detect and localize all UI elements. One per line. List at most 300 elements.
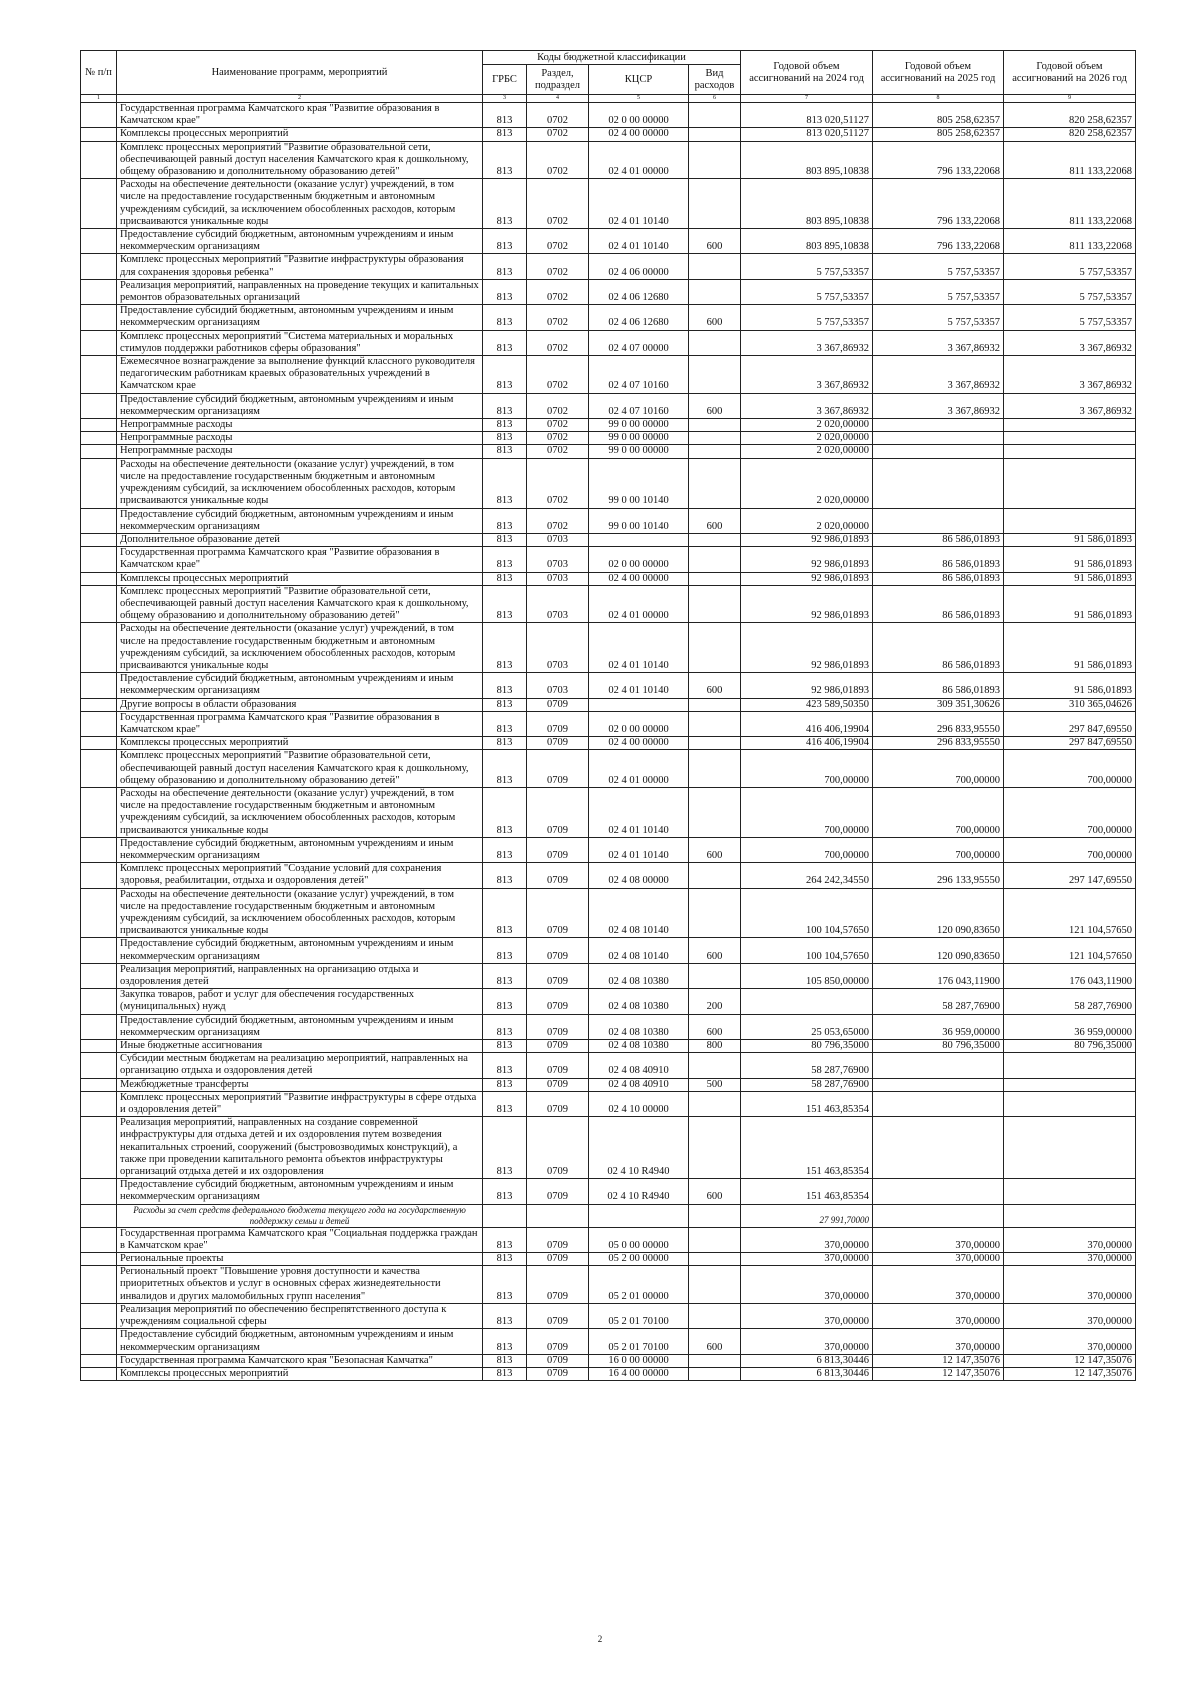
row-grbs: 813 bbox=[483, 533, 527, 546]
table-row bbox=[81, 393, 1136, 418]
row-y2026: 91 586,01893 bbox=[1004, 572, 1136, 585]
row-kcsr: 02 0 00 00000 bbox=[589, 103, 689, 128]
row-kcsr: 02 4 01 10140 bbox=[589, 623, 689, 673]
row-y2024: 700,00000 bbox=[741, 787, 873, 837]
row-grbs: 813 bbox=[483, 1253, 527, 1266]
row-name: Расходы на обеспечение деятельности (оказание услуг) учреждений, в том числе на предоставление государственным бюджетным и автономным учреждениям субсидий, за исключением обособленных расходов, которым присваиваются уникальные коды bbox=[117, 458, 483, 508]
row-y2025 bbox=[873, 419, 1004, 432]
row-vid bbox=[689, 863, 741, 888]
row-name: Закупка товаров, работ и услуг для обеспечения государственных (муниципальных) нужд bbox=[117, 989, 483, 1014]
row-y2024: 803 895,10838 bbox=[741, 229, 873, 254]
row-kcsr: 99 0 00 00000 bbox=[589, 445, 689, 458]
row-name: Межбюджетные трансферты bbox=[117, 1078, 483, 1091]
row-vid bbox=[689, 585, 741, 623]
row-kcsr: 02 4 01 00000 bbox=[589, 141, 689, 179]
row-razdel: 0702 bbox=[527, 393, 589, 418]
row-y2025: 3 367,86932 bbox=[873, 393, 1004, 418]
row-name: Субсидии местным бюджетам на реализацию мероприятий, направленных на организацию отдыха и оздоровления детей bbox=[117, 1053, 483, 1078]
row-name: Комплексы процессных мероприятий bbox=[117, 128, 483, 141]
row-vid bbox=[689, 1204, 741, 1227]
row-y2026: 12 147,35076 bbox=[1004, 1354, 1136, 1367]
row-y2024: 813 020,51127 bbox=[741, 103, 873, 128]
row-y2026: 811 133,22068 bbox=[1004, 229, 1136, 254]
row-razdel: 0709 bbox=[527, 737, 589, 750]
row-y2024: 3 367,86932 bbox=[741, 356, 873, 394]
row-grbs: 813 bbox=[483, 585, 527, 623]
row-y2024: 5 757,53357 bbox=[741, 254, 873, 279]
row-kcsr: 02 4 07 10160 bbox=[589, 393, 689, 418]
table-row bbox=[81, 711, 1136, 736]
table-header bbox=[81, 51, 1136, 103]
row-y2025: 805 258,62357 bbox=[873, 103, 1004, 128]
row-name: Расходы за счет средств федерального бюджета текущего года на государственную поддержку семьи и детей bbox=[117, 1204, 483, 1227]
row-y2024: 423 589,50350 bbox=[741, 698, 873, 711]
row-kcsr: 02 4 00 00000 bbox=[589, 128, 689, 141]
row-y2026 bbox=[1004, 445, 1136, 458]
table-row bbox=[81, 963, 1136, 988]
row-name: Предоставление субсидий бюджетным, автономным учреждениям и иным некоммерческим организациям bbox=[117, 229, 483, 254]
row-y2026 bbox=[1004, 508, 1136, 533]
row-vid: 600 bbox=[689, 938, 741, 963]
row-vid bbox=[689, 330, 741, 355]
row-razdel: 0709 bbox=[527, 1367, 589, 1380]
row-number bbox=[81, 305, 117, 330]
row-razdel: 0709 bbox=[527, 1117, 589, 1179]
table-row bbox=[81, 305, 1136, 330]
row-vid bbox=[689, 432, 741, 445]
row-number bbox=[81, 787, 117, 837]
row-y2026: 370,00000 bbox=[1004, 1303, 1136, 1328]
row-vid bbox=[689, 103, 741, 128]
row-number bbox=[81, 356, 117, 394]
row-y2025 bbox=[873, 1053, 1004, 1078]
row-y2024: 58 287,76900 bbox=[741, 1078, 873, 1091]
row-y2025: 370,00000 bbox=[873, 1253, 1004, 1266]
row-vid: 600 bbox=[689, 1329, 741, 1354]
row-y2025: 370,00000 bbox=[873, 1329, 1004, 1354]
row-y2026: 12 147,35076 bbox=[1004, 1367, 1136, 1380]
row-grbs: 813 bbox=[483, 419, 527, 432]
row-y2024: 264 242,34550 bbox=[741, 863, 873, 888]
row-name: Комплекс процессных мероприятий "Развитие инфраструктуры образования для сохранения здоровья ребенка" bbox=[117, 254, 483, 279]
row-vid: 600 bbox=[689, 393, 741, 418]
row-vid: 600 bbox=[689, 305, 741, 330]
row-number bbox=[81, 1354, 117, 1367]
row-vid bbox=[689, 1266, 741, 1304]
row-y2024: 813 020,51127 bbox=[741, 128, 873, 141]
row-razdel: 0709 bbox=[527, 1227, 589, 1252]
row-vid bbox=[689, 356, 741, 394]
row-y2025 bbox=[873, 1117, 1004, 1179]
header-colnum-7: 7 bbox=[741, 95, 873, 103]
row-name: Ежемесячное вознаграждение за выполнение функций классного руководителя педагогическим работникам краевых образовательных учреждений в Камчатском крае bbox=[117, 356, 483, 394]
row-grbs: 813 bbox=[483, 673, 527, 698]
row-vid bbox=[689, 623, 741, 673]
row-razdel bbox=[527, 1204, 589, 1227]
row-razdel: 0702 bbox=[527, 305, 589, 330]
row-grbs: 813 bbox=[483, 128, 527, 141]
row-kcsr: 99 0 00 00000 bbox=[589, 432, 689, 445]
table-row bbox=[81, 1266, 1136, 1304]
row-number bbox=[81, 585, 117, 623]
row-name: Комплексы процессных мероприятий bbox=[117, 737, 483, 750]
row-number bbox=[81, 750, 117, 788]
row-y2025: 370,00000 bbox=[873, 1266, 1004, 1304]
row-kcsr: 02 4 08 10140 bbox=[589, 888, 689, 938]
row-razdel: 0702 bbox=[527, 330, 589, 355]
header-colnum-1: 1 bbox=[81, 95, 117, 103]
row-y2026: 176 043,11900 bbox=[1004, 963, 1136, 988]
row-number bbox=[81, 572, 117, 585]
table-row bbox=[81, 938, 1136, 963]
row-y2026: 820 258,62357 bbox=[1004, 103, 1136, 128]
row-kcsr: 02 4 10 R4940 bbox=[589, 1117, 689, 1179]
row-number bbox=[81, 547, 117, 572]
header-vid: Вид расходов bbox=[689, 65, 741, 95]
table-row bbox=[81, 698, 1136, 711]
table-row bbox=[81, 1303, 1136, 1328]
row-grbs: 813 bbox=[483, 254, 527, 279]
row-kcsr: 02 0 00 00000 bbox=[589, 547, 689, 572]
row-y2025 bbox=[873, 1179, 1004, 1204]
row-y2025: 296 833,95550 bbox=[873, 737, 1004, 750]
table-row bbox=[81, 1253, 1136, 1266]
row-y2026 bbox=[1004, 1053, 1136, 1078]
row-razdel: 0703 bbox=[527, 572, 589, 585]
header-colnum-8: 8 bbox=[873, 95, 1004, 103]
row-y2024: 370,00000 bbox=[741, 1266, 873, 1304]
row-number bbox=[81, 711, 117, 736]
table-row bbox=[81, 1014, 1136, 1039]
row-y2025: 86 586,01893 bbox=[873, 623, 1004, 673]
row-y2026: 820 258,62357 bbox=[1004, 128, 1136, 141]
row-y2024: 58 287,76900 bbox=[741, 1053, 873, 1078]
row-vid bbox=[689, 179, 741, 229]
row-kcsr: 02 4 01 00000 bbox=[589, 585, 689, 623]
row-grbs: 813 bbox=[483, 989, 527, 1014]
row-y2025: 5 757,53357 bbox=[873, 254, 1004, 279]
row-kcsr: 99 0 00 10140 bbox=[589, 458, 689, 508]
row-grbs: 813 bbox=[483, 229, 527, 254]
row-razdel: 0709 bbox=[527, 888, 589, 938]
header-y2025: Годовой объем ассигнований на 2025 год bbox=[873, 51, 1004, 95]
row-name: Расходы на обеспечение деятельности (оказание услуг) учреждений, в том числе на предоставление государственным бюджетным и автономным учреждениям субсидий, за исключением обособленных расходов, которым присваиваются уникальные коды bbox=[117, 623, 483, 673]
row-kcsr: 02 4 08 10140 bbox=[589, 938, 689, 963]
row-grbs: 813 bbox=[483, 1227, 527, 1252]
row-name: Комплекс процессных мероприятий "Развитие образовательной сети, обеспечивающей равный доступ населения Камчатского края к дошкольному, общему образованию и дополнительному образованию детей" bbox=[117, 585, 483, 623]
row-y2025: 36 959,00000 bbox=[873, 1014, 1004, 1039]
table-row bbox=[81, 750, 1136, 788]
row-vid bbox=[689, 1303, 741, 1328]
row-number bbox=[81, 1117, 117, 1179]
row-y2024: 2 020,00000 bbox=[741, 508, 873, 533]
row-name: Расходы на обеспечение деятельности (оказание услуг) учреждений, в том числе на предоставление государственным бюджетным и автономным учреждениям субсидий, за исключением обособленных расходов, которым присваиваются уникальные коды bbox=[117, 179, 483, 229]
row-grbs: 813 bbox=[483, 572, 527, 585]
row-y2024: 3 367,86932 bbox=[741, 330, 873, 355]
row-grbs: 813 bbox=[483, 623, 527, 673]
row-grbs: 813 bbox=[483, 1354, 527, 1367]
row-kcsr: 02 4 08 10380 bbox=[589, 1040, 689, 1053]
row-grbs: 813 bbox=[483, 787, 527, 837]
row-vid bbox=[689, 711, 741, 736]
table-row bbox=[81, 356, 1136, 394]
row-number bbox=[81, 141, 117, 179]
row-number bbox=[81, 1204, 117, 1227]
row-grbs: 813 bbox=[483, 737, 527, 750]
row-y2025: 120 090,83650 bbox=[873, 938, 1004, 963]
table-row bbox=[81, 458, 1136, 508]
row-y2026: 5 757,53357 bbox=[1004, 254, 1136, 279]
row-name: Региональные проекты bbox=[117, 1253, 483, 1266]
row-grbs bbox=[483, 1204, 527, 1227]
row-kcsr: 99 0 00 00000 bbox=[589, 419, 689, 432]
row-kcsr: 02 4 01 10140 bbox=[589, 787, 689, 837]
row-kcsr: 02 4 01 10140 bbox=[589, 229, 689, 254]
table-row bbox=[81, 141, 1136, 179]
row-razdel: 0709 bbox=[527, 1053, 589, 1078]
row-number bbox=[81, 1329, 117, 1354]
row-y2024: 25 053,65000 bbox=[741, 1014, 873, 1039]
row-grbs: 813 bbox=[483, 750, 527, 788]
row-name: Предоставление субсидий бюджетным, автономным учреждениям и иным некоммерческим организациям bbox=[117, 1329, 483, 1354]
row-vid: 200 bbox=[689, 989, 741, 1014]
row-grbs: 813 bbox=[483, 356, 527, 394]
header-y2024: Годовой объем ассигнований на 2024 год bbox=[741, 51, 873, 95]
row-number bbox=[81, 279, 117, 304]
row-kcsr: 02 4 08 00000 bbox=[589, 863, 689, 888]
row-y2025 bbox=[873, 1078, 1004, 1091]
row-name: Государственная программа Камчатского края "Развитие образования в Камчатском крае" bbox=[117, 547, 483, 572]
row-vid bbox=[689, 572, 741, 585]
page-number: 2 bbox=[597, 1634, 603, 1644]
row-vid bbox=[689, 279, 741, 304]
row-grbs: 813 bbox=[483, 305, 527, 330]
table-row bbox=[81, 330, 1136, 355]
table-row bbox=[81, 989, 1136, 1014]
row-y2025: 86 586,01893 bbox=[873, 572, 1004, 585]
row-number bbox=[81, 1303, 117, 1328]
row-y2026: 121 104,57650 bbox=[1004, 938, 1136, 963]
row-y2026: 80 796,35000 bbox=[1004, 1040, 1136, 1053]
row-kcsr: 05 2 01 00000 bbox=[589, 1266, 689, 1304]
row-grbs: 813 bbox=[483, 1040, 527, 1053]
table-row bbox=[81, 787, 1136, 837]
row-kcsr: 16 0 00 00000 bbox=[589, 1354, 689, 1367]
row-y2025: 58 287,76900 bbox=[873, 989, 1004, 1014]
row-y2026: 297 147,69550 bbox=[1004, 863, 1136, 888]
row-y2026: 5 757,53357 bbox=[1004, 305, 1136, 330]
row-y2026: 3 367,86932 bbox=[1004, 330, 1136, 355]
row-name: Комплексы процессных мероприятий bbox=[117, 572, 483, 585]
header-name: Наименование программ, мероприятий bbox=[117, 51, 483, 95]
row-y2025: 370,00000 bbox=[873, 1227, 1004, 1252]
row-vid bbox=[689, 963, 741, 988]
row-kcsr: 02 4 00 00000 bbox=[589, 737, 689, 750]
row-y2025: 700,00000 bbox=[873, 750, 1004, 788]
row-name: Предоставление субсидий бюджетным, автономным учреждениям и иным некоммерческим организациям bbox=[117, 305, 483, 330]
row-y2024: 100 104,57650 bbox=[741, 888, 873, 938]
row-name: Непрограммные расходы bbox=[117, 445, 483, 458]
row-name: Комплекс процессных мероприятий "Развитие инфраструктуры в сфере отдыха и оздоровления детей" bbox=[117, 1091, 483, 1116]
row-razdel: 0702 bbox=[527, 419, 589, 432]
row-y2024: 803 895,10838 bbox=[741, 179, 873, 229]
row-y2025: 796 133,22068 bbox=[873, 229, 1004, 254]
row-y2025 bbox=[873, 458, 1004, 508]
row-y2024: 92 986,01893 bbox=[741, 585, 873, 623]
row-grbs: 813 bbox=[483, 547, 527, 572]
row-grbs: 813 bbox=[483, 1078, 527, 1091]
table-row bbox=[81, 508, 1136, 533]
row-name: Непрограммные расходы bbox=[117, 419, 483, 432]
budget-table bbox=[80, 50, 1136, 1381]
row-vid: 600 bbox=[689, 229, 741, 254]
row-y2026 bbox=[1004, 432, 1136, 445]
row-y2025: 86 586,01893 bbox=[873, 533, 1004, 546]
budget-document bbox=[80, 50, 1135, 1381]
row-number bbox=[81, 673, 117, 698]
row-kcsr: 05 2 01 70100 bbox=[589, 1303, 689, 1328]
row-razdel: 0709 bbox=[527, 1329, 589, 1354]
row-y2024: 2 020,00000 bbox=[741, 419, 873, 432]
header-codes-group: Коды бюджетной классификации bbox=[483, 51, 741, 65]
row-y2025 bbox=[873, 445, 1004, 458]
row-y2024: 6 813,30446 bbox=[741, 1354, 873, 1367]
row-grbs: 813 bbox=[483, 963, 527, 988]
row-kcsr: 02 4 08 40910 bbox=[589, 1078, 689, 1091]
row-razdel: 0709 bbox=[527, 938, 589, 963]
row-number bbox=[81, 458, 117, 508]
row-kcsr bbox=[589, 1204, 689, 1227]
row-kcsr: 02 4 08 10380 bbox=[589, 963, 689, 988]
row-kcsr: 02 0 00 00000 bbox=[589, 711, 689, 736]
row-y2026: 811 133,22068 bbox=[1004, 179, 1136, 229]
row-grbs: 813 bbox=[483, 393, 527, 418]
row-number bbox=[81, 1266, 117, 1304]
row-grbs: 813 bbox=[483, 1117, 527, 1179]
row-name: Предоставление субсидий бюджетным, автономным учреждениям и иным некоммерческим организациям bbox=[117, 938, 483, 963]
row-y2025: 176 043,11900 bbox=[873, 963, 1004, 988]
row-y2026 bbox=[1004, 1204, 1136, 1227]
row-kcsr: 05 2 00 00000 bbox=[589, 1253, 689, 1266]
row-y2025: 3 367,86932 bbox=[873, 356, 1004, 394]
row-y2026 bbox=[1004, 419, 1136, 432]
header-colnum-3: 3 bbox=[483, 95, 527, 103]
row-razdel: 0709 bbox=[527, 711, 589, 736]
row-vid bbox=[689, 547, 741, 572]
row-y2026: 58 287,76900 bbox=[1004, 989, 1136, 1014]
table-row bbox=[81, 1227, 1136, 1252]
row-y2024: 5 757,53357 bbox=[741, 279, 873, 304]
row-y2024: 416 406,19904 bbox=[741, 711, 873, 736]
header-colnum-5: 5 bbox=[589, 95, 689, 103]
row-number bbox=[81, 393, 117, 418]
row-grbs: 813 bbox=[483, 1014, 527, 1039]
row-kcsr: 02 4 07 00000 bbox=[589, 330, 689, 355]
row-name: Расходы на обеспечение деятельности (оказание услуг) учреждений, в том числе на предоставление государственным бюджетным и автономным учреждениям субсидий, за исключением обособленных расходов, которым присваиваются уникальные коды bbox=[117, 888, 483, 938]
row-name: Комплекс процессных мероприятий "Развитие образовательной сети, обеспечивающей равный доступ населения Камчатского края к дошкольному, общему образованию и дополнительному образованию детей" bbox=[117, 750, 483, 788]
row-razdel: 0702 bbox=[527, 432, 589, 445]
row-y2025: 296 133,95550 bbox=[873, 863, 1004, 888]
header-grbs: ГРБС bbox=[483, 65, 527, 95]
row-y2024: 370,00000 bbox=[741, 1253, 873, 1266]
row-grbs: 813 bbox=[483, 141, 527, 179]
row-name: Государственная программа Камчатского края "Развитие образования в Камчатском крае" bbox=[117, 103, 483, 128]
row-number bbox=[81, 432, 117, 445]
header-num: № п/п bbox=[81, 51, 117, 95]
table-row bbox=[81, 547, 1136, 572]
row-y2026: 121 104,57650 bbox=[1004, 888, 1136, 938]
row-y2026: 3 367,86932 bbox=[1004, 393, 1136, 418]
row-number bbox=[81, 533, 117, 546]
header-colnum-9: 9 bbox=[1004, 95, 1136, 103]
row-y2024: 151 463,85354 bbox=[741, 1179, 873, 1204]
row-vid bbox=[689, 1253, 741, 1266]
row-y2024: 80 796,35000 bbox=[741, 1040, 873, 1053]
row-grbs: 813 bbox=[483, 432, 527, 445]
row-number bbox=[81, 938, 117, 963]
row-razdel: 0703 bbox=[527, 533, 589, 546]
row-y2024: 92 986,01893 bbox=[741, 547, 873, 572]
row-number bbox=[81, 1253, 117, 1266]
row-number bbox=[81, 837, 117, 862]
row-vid bbox=[689, 141, 741, 179]
row-name: Комплекс процессных мероприятий "Развитие образовательной сети, обеспечивающей равный доступ населения Камчатского края к дошкольному, общему образованию и дополнительному образованию детей" bbox=[117, 141, 483, 179]
row-name: Региональный проект "Повышение уровня доступности и качества приоритетных объектов и услуг в основных сферах жизнедеятельности инвалидов и других маломобильных групп населения" bbox=[117, 1266, 483, 1304]
table-row bbox=[81, 1354, 1136, 1367]
header-colnum-2: 2 bbox=[117, 95, 483, 103]
row-kcsr: 02 4 01 10140 bbox=[589, 673, 689, 698]
row-y2025: 86 586,01893 bbox=[873, 585, 1004, 623]
row-name: Реализация мероприятий, направленных на создание современной инфраструктуры для отдыха детей и их оздоровления путем возведения некапитальных строений, сооружений (быстровозводимых конструкций), а также при проведении капитального ремонта объектов инфраструктуры организаций отдыха детей и их оздоровления bbox=[117, 1117, 483, 1179]
row-grbs: 813 bbox=[483, 179, 527, 229]
row-kcsr: 02 4 08 40910 bbox=[589, 1053, 689, 1078]
row-razdel: 0702 bbox=[527, 458, 589, 508]
row-y2025: 5 757,53357 bbox=[873, 279, 1004, 304]
row-y2024: 2 020,00000 bbox=[741, 445, 873, 458]
row-y2025: 80 796,35000 bbox=[873, 1040, 1004, 1053]
row-y2026 bbox=[1004, 1091, 1136, 1116]
row-y2024: 700,00000 bbox=[741, 750, 873, 788]
row-y2026 bbox=[1004, 1078, 1136, 1091]
row-name: Комплексы процессных мероприятий bbox=[117, 1367, 483, 1380]
row-vid bbox=[689, 128, 741, 141]
table-row bbox=[81, 254, 1136, 279]
row-y2024: 105 850,00000 bbox=[741, 963, 873, 988]
table-row bbox=[81, 229, 1136, 254]
table-row bbox=[81, 1053, 1136, 1078]
row-y2024: 5 757,53357 bbox=[741, 305, 873, 330]
row-razdel: 0702 bbox=[527, 279, 589, 304]
row-number bbox=[81, 1091, 117, 1116]
row-razdel: 0709 bbox=[527, 1040, 589, 1053]
row-grbs: 813 bbox=[483, 1053, 527, 1078]
row-name: Комплекс процессных мероприятий "Система материальных и моральных стимулов поддержки работников сферы образования" bbox=[117, 330, 483, 355]
row-kcsr: 02 4 01 10140 bbox=[589, 837, 689, 862]
row-name: Реализация мероприятий по обеспечению беспрепятственного доступа к учреждениям социальной сферы bbox=[117, 1303, 483, 1328]
table-row bbox=[81, 1329, 1136, 1354]
row-kcsr: 05 2 01 70100 bbox=[589, 1329, 689, 1354]
table-row bbox=[81, 737, 1136, 750]
row-grbs: 813 bbox=[483, 1179, 527, 1204]
row-grbs: 813 bbox=[483, 103, 527, 128]
row-y2024: 370,00000 bbox=[741, 1329, 873, 1354]
row-number bbox=[81, 229, 117, 254]
row-name: Государственная программа Камчатского края "Социальная поддержка граждан в Камчатском крае" bbox=[117, 1227, 483, 1252]
row-y2026: 310 365,04626 bbox=[1004, 698, 1136, 711]
table-row bbox=[81, 572, 1136, 585]
row-vid bbox=[689, 737, 741, 750]
row-vid bbox=[689, 1354, 741, 1367]
